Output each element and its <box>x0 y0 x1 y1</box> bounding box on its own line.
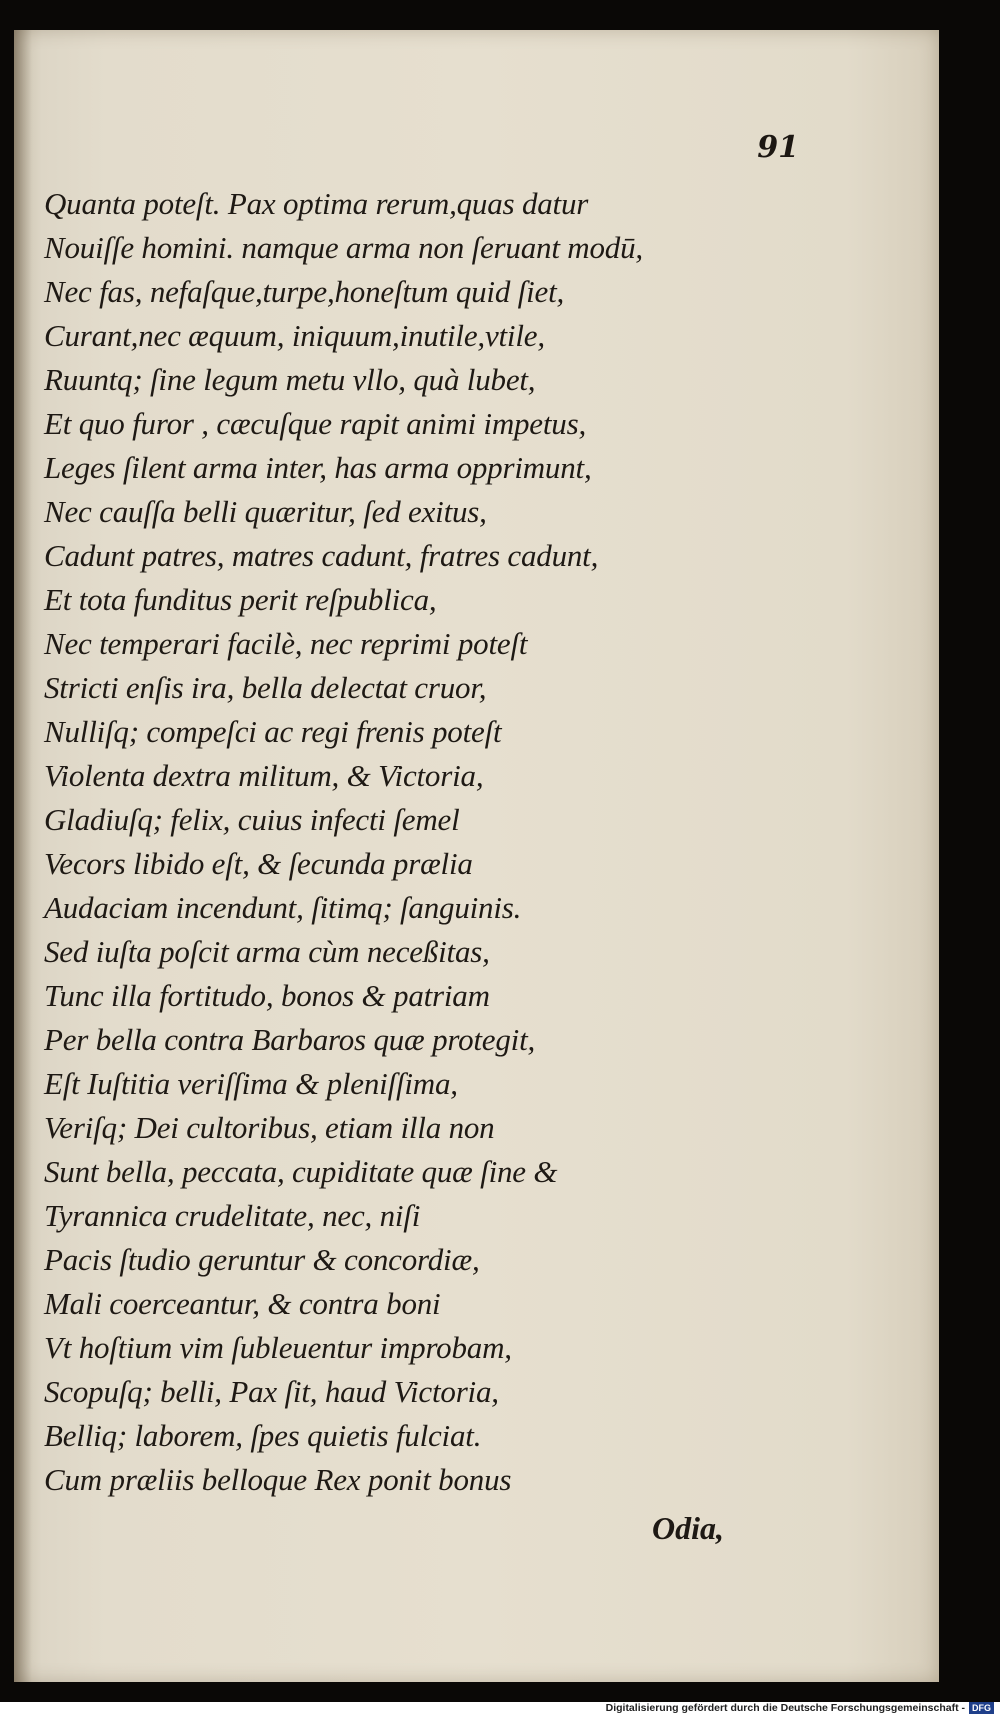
verse-line: Scopuſq; belli, Pax ſit, haud Victoria, <box>44 1374 499 1409</box>
verse-line: Mali coerceantur, & contra boni <box>44 1286 441 1321</box>
catchword: Odia, <box>652 1510 724 1546</box>
book-page <box>14 30 939 1682</box>
verse-line: Vt hoſtium vim ſubleuentur improbam, <box>44 1330 512 1365</box>
verse-line: Cum præliis belloque Rex ponit bonus <box>44 1462 512 1497</box>
verse-line: Ruuntq; ſine legum metu vllo, quà lubet, <box>44 362 536 397</box>
verse-line: Nec temperari facilè, nec reprimi poteſt <box>44 626 528 661</box>
verse-line: Nouiſſe homini. namque arma non ſeruant modū, <box>44 230 643 265</box>
digitization-credit <box>606 1701 994 1715</box>
gutter-shadow <box>14 30 32 1682</box>
verse-line: Leges ſilent arma inter, has arma opprimunt, <box>44 450 592 485</box>
verse-line: Sunt bella, peccata, cupiditate quæ ſine & <box>44 1154 558 1189</box>
page-number: 91 <box>757 130 799 165</box>
verse-line: Per bella contra Barbaros quæ protegit, <box>44 1022 536 1057</box>
verse-line: Stricti enſis ira, bella delectat cruor, <box>44 670 487 705</box>
verse-line: Cadunt patres, matres cadunt, fratres cadunt, <box>44 538 599 573</box>
verse-line: Eſt Iuſtitia veriſſima & pleniſſima, <box>44 1066 458 1101</box>
verse-line: Tyrannica crudelitate, nec, niſi <box>44 1198 421 1233</box>
verse-line: Veriſq; Dei cultoribus, etiam illa non <box>44 1110 495 1145</box>
verse-line: Sed iuſta poſcit arma cùm neceßitas, <box>44 934 490 969</box>
dfg-logo-icon: DFG <box>969 1702 994 1714</box>
verse-line: Gladiuſq; felix, cuius infecti ſemel <box>44 802 460 837</box>
verse-line: Nec cauſſa belli quæritur, ſed exitus, <box>44 494 487 529</box>
verse-line: Pacis ſtudio geruntur & concordiæ, <box>44 1242 480 1277</box>
verse-line: Audaciam incendunt, ſitimq; ſanguinis. <box>44 890 522 925</box>
credit-text: Digitalisierung gefördert durch die Deutsche Forschungsgemeinschaft - <box>605 1702 965 1714</box>
verse-line: Quanta poteſt. Pax optima rerum,quas datur <box>44 186 589 221</box>
verse-text <box>44 182 804 1502</box>
verse-line: Nulliſq; compeſci ac regi frenis poteſt <box>44 714 502 749</box>
verse-line: Nec fas, nefaſque,turpe,honeſtum quid ſiet, <box>44 274 565 309</box>
verse-line: Et quo furor , cæcuſque rapit animi impetus, <box>44 406 586 441</box>
verse-line: Vecors libido eſt, & ſecunda prælia <box>44 846 473 881</box>
verse-line: Curant,nec æquum, iniquum,inutile,vtile, <box>44 318 545 353</box>
verse-line: Belliq; laborem, ſpes quietis fulciat. <box>44 1418 482 1453</box>
verse-line: Et tota funditus perit reſpublica, <box>44 582 437 617</box>
verse-line: Violenta dextra militum, & Victoria, <box>44 758 484 793</box>
verse-line: Tunc illa fortitudo, bonos & patriam <box>44 978 490 1013</box>
